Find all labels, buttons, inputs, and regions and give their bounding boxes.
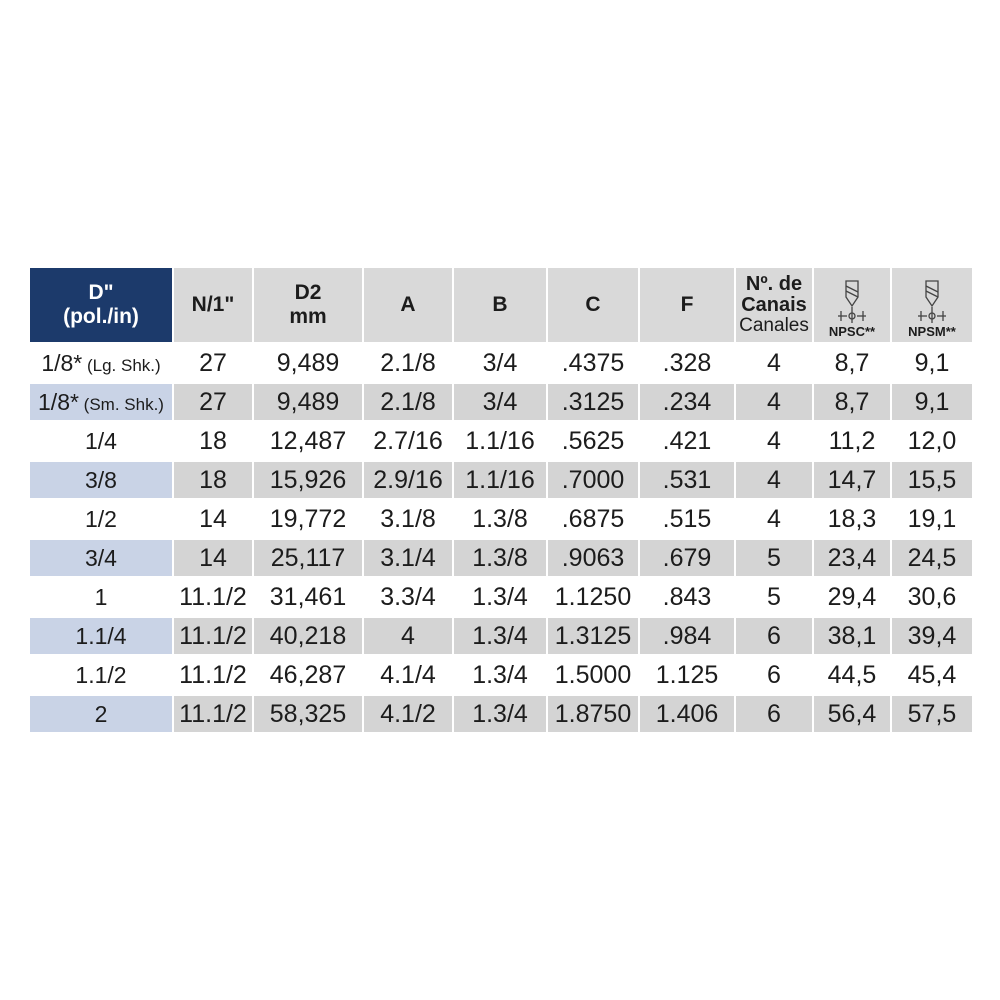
cell-n: 11.1/2	[173, 578, 253, 617]
cell-a: 2.1/8	[363, 383, 453, 422]
cell-a: 3.1/8	[363, 500, 453, 539]
cell-d	[29, 539, 173, 578]
cell-d	[29, 461, 173, 500]
header-canais-line3: Canales	[739, 315, 809, 336]
cell-canais: 5	[735, 578, 813, 617]
cell-npsm: 24,5	[891, 539, 973, 578]
cell-b: 1.3/4	[453, 617, 547, 656]
cell-n: 11.1/2	[173, 695, 253, 733]
cell-b: 1.1/16	[453, 461, 547, 500]
cell-canais: 6	[735, 656, 813, 695]
cell-npsc: 29,4	[813, 578, 891, 617]
header-d	[29, 268, 173, 344]
header-npsc	[813, 268, 891, 344]
cell-n: 27	[173, 344, 253, 383]
cell-d2: 19,772	[253, 500, 363, 539]
cell-n: 14	[173, 539, 253, 578]
cell-canais: 4	[735, 344, 813, 383]
cell-d-main: 3/4	[85, 544, 117, 571]
cell-npsm: 15,5	[891, 461, 973, 500]
cell-b: 1.1/16	[453, 422, 547, 461]
cell-a: 3.3/4	[363, 578, 453, 617]
cell-f: .984	[639, 617, 735, 656]
cell-c: 1.1250	[547, 578, 639, 617]
table-row	[29, 578, 973, 617]
header-d2-line2: mm	[289, 305, 327, 328]
cell-d-sub: (Lg. Shk.)	[82, 355, 161, 375]
cell-c: .5625	[547, 422, 639, 461]
cell-b: 3/4	[453, 383, 547, 422]
cell-b: 1.3/8	[453, 539, 547, 578]
cell-c: 1.8750	[547, 695, 639, 733]
header-npsm-label: NPSM**	[908, 324, 956, 339]
table-row	[29, 695, 973, 733]
cell-d	[29, 500, 173, 539]
cell-d-main: 1/8*	[41, 349, 83, 376]
header-d2-line1: D2	[294, 281, 322, 304]
cell-d	[29, 617, 173, 656]
cell-a: 4.1/4	[363, 656, 453, 695]
header-canais	[735, 268, 813, 344]
cell-d	[29, 656, 173, 695]
cell-d-main: 1.1/2	[75, 661, 127, 688]
cell-f: 1.406	[639, 695, 735, 733]
cell-d	[29, 383, 173, 422]
cell-d2: 40,218	[253, 617, 363, 656]
header-d-line2: (pol./in)	[63, 305, 139, 328]
cell-a: 4	[363, 617, 453, 656]
header-b: B	[453, 268, 547, 344]
header-a: A	[363, 268, 453, 344]
header-row	[29, 268, 973, 344]
cell-npsc: 8,7	[813, 344, 891, 383]
cell-c: 1.3125	[547, 617, 639, 656]
cell-d2: 12,487	[253, 422, 363, 461]
cell-d	[29, 422, 173, 461]
header-f: F	[639, 268, 735, 344]
cell-c: .7000	[547, 461, 639, 500]
header-d-line1: D"	[88, 281, 114, 304]
cell-a: 4.1/2	[363, 695, 453, 733]
cell-f: 1.125	[639, 656, 735, 695]
table-row	[29, 539, 973, 578]
cell-canais: 4	[735, 461, 813, 500]
cell-n: 27	[173, 383, 253, 422]
cell-d-main: 3/8	[85, 466, 117, 493]
cell-d-main: 1/4	[85, 427, 117, 454]
cell-npsc: 38,1	[813, 617, 891, 656]
cell-npsc: 56,4	[813, 695, 891, 733]
cell-d	[29, 344, 173, 383]
cell-n: 18	[173, 422, 253, 461]
cell-c: .6875	[547, 500, 639, 539]
cell-n: 11.1/2	[173, 656, 253, 695]
header-npsm	[891, 268, 973, 344]
header-d2	[253, 268, 363, 344]
cell-d-main: 1	[94, 583, 108, 610]
cell-f: .234	[639, 383, 735, 422]
cell-a: 3.1/4	[363, 539, 453, 578]
cell-n: 14	[173, 500, 253, 539]
cell-npsc: 23,4	[813, 539, 891, 578]
cell-b: 1.3/4	[453, 695, 547, 733]
table-row	[29, 422, 973, 461]
cell-npsm: 57,5	[891, 695, 973, 733]
cell-npsm: 45,4	[891, 656, 973, 695]
cell-npsm: 12,0	[891, 422, 973, 461]
cell-npsc: 44,5	[813, 656, 891, 695]
cell-d2: 58,325	[253, 695, 363, 733]
cell-npsm: 19,1	[891, 500, 973, 539]
cell-canais: 4	[735, 422, 813, 461]
cell-canais: 4	[735, 500, 813, 539]
cell-b: 1.3/8	[453, 500, 547, 539]
cell-b: 1.3/4	[453, 656, 547, 695]
cell-n: 18	[173, 461, 253, 500]
cell-canais: 5	[735, 539, 813, 578]
cell-c: .9063	[547, 539, 639, 578]
cell-npsm: 9,1	[891, 344, 973, 383]
cell-npsm: 30,6	[891, 578, 973, 617]
cell-npsm: 39,4	[891, 617, 973, 656]
cell-d2: 15,926	[253, 461, 363, 500]
table-row	[29, 344, 973, 383]
header-canais-line2: Canais	[741, 294, 807, 316]
cell-b: 3/4	[453, 344, 547, 383]
cell-d-main: 1/8*	[38, 388, 79, 415]
cell-f: .421	[639, 422, 735, 461]
cell-a: 2.7/16	[363, 422, 453, 461]
cell-f: .531	[639, 461, 735, 500]
cell-f: .515	[639, 500, 735, 539]
cell-d	[29, 695, 173, 733]
cell-f: .843	[639, 578, 735, 617]
cell-canais: 4	[735, 383, 813, 422]
cell-n: 11.1/2	[173, 617, 253, 656]
cell-npsm: 9,1	[891, 383, 973, 422]
table-row	[29, 617, 973, 656]
cell-d-main: 1.1/4	[75, 622, 127, 649]
cell-d2: 25,117	[253, 539, 363, 578]
cell-d-main: 1/2	[85, 505, 117, 532]
table-row	[29, 656, 973, 695]
cell-d2: 31,461	[253, 578, 363, 617]
header-canais-line1: Nº. de	[745, 273, 803, 295]
cell-d	[29, 578, 173, 617]
drill-icon	[913, 279, 951, 325]
cell-npsc: 8,7	[813, 383, 891, 422]
cell-a: 2.1/8	[363, 344, 453, 383]
header-npsc-label: NPSC**	[828, 324, 876, 339]
header-c: C	[547, 268, 639, 344]
cell-d2: 9,489	[253, 383, 363, 422]
spec-table	[28, 268, 974, 732]
drill-icon	[833, 279, 871, 325]
cell-d2: 9,489	[253, 344, 363, 383]
cell-a: 2.9/16	[363, 461, 453, 500]
cell-d-main: 2	[94, 700, 108, 727]
cell-f: .679	[639, 539, 735, 578]
cell-canais: 6	[735, 617, 813, 656]
cell-npsc: 11,2	[813, 422, 891, 461]
cell-c: 1.5000	[547, 656, 639, 695]
cell-d2: 46,287	[253, 656, 363, 695]
header-n: N/1"	[173, 268, 253, 344]
cell-f: .328	[639, 344, 735, 383]
cell-npsc: 18,3	[813, 500, 891, 539]
cell-canais: 6	[735, 695, 813, 733]
table-row	[29, 461, 973, 500]
cell-d-sub: (Sm. Shk.)	[78, 394, 164, 414]
cell-c: .4375	[547, 344, 639, 383]
cell-b: 1.3/4	[453, 578, 547, 617]
cell-c: .3125	[547, 383, 639, 422]
table-row	[29, 500, 973, 539]
table-row	[29, 383, 973, 422]
cell-npsc: 14,7	[813, 461, 891, 500]
